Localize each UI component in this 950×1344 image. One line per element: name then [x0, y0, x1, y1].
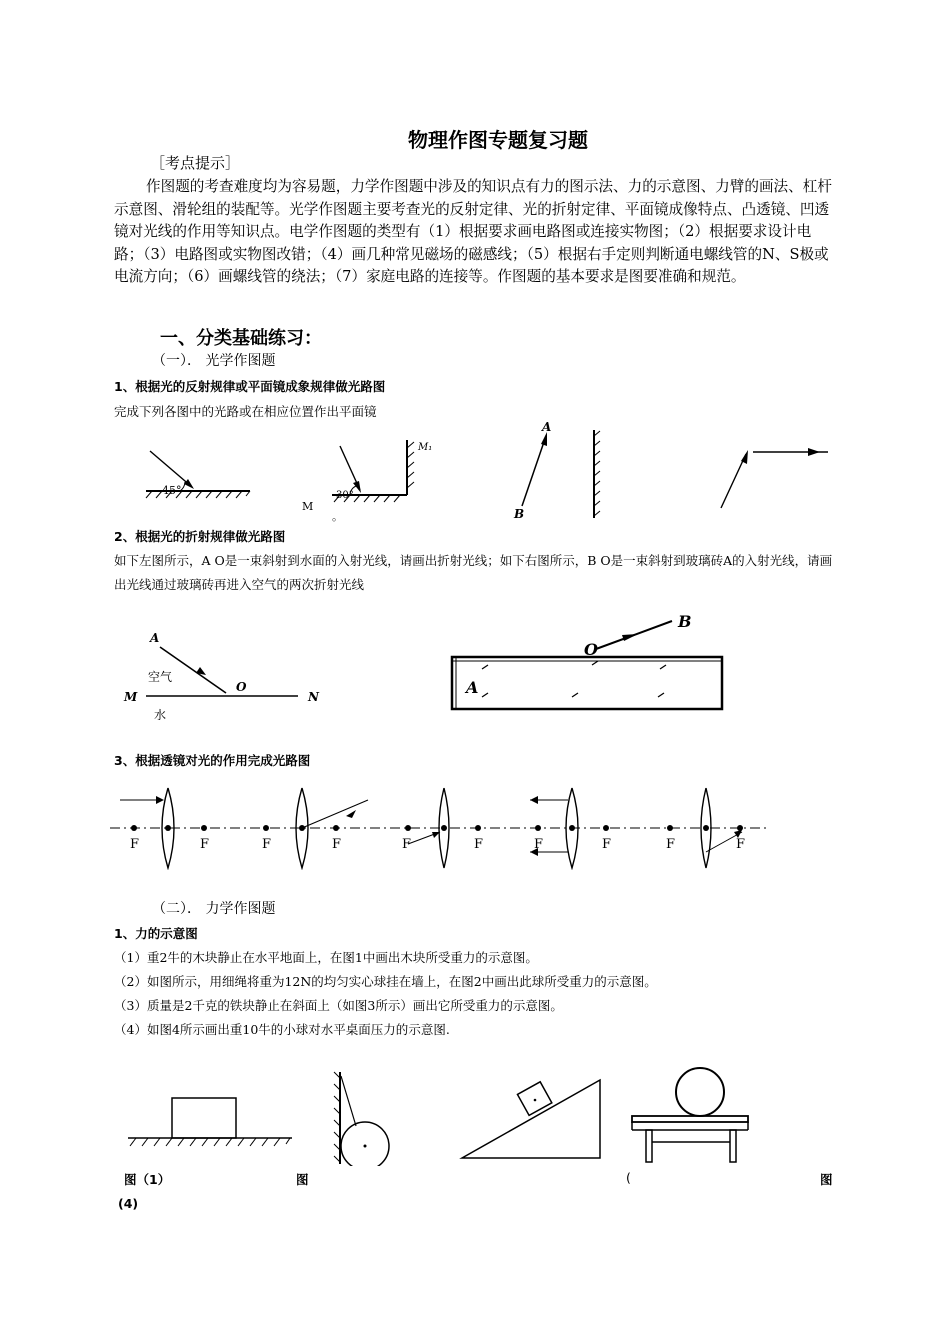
figure-block-on-incline: [462, 1080, 600, 1158]
reflection-fig1: [146, 451, 250, 498]
reflection-fig4: [721, 448, 828, 508]
refraction-diagrams: [110, 605, 730, 725]
figure-4-label: 图: [820, 1172, 833, 1187]
refraction-glass-fig: [452, 612, 722, 709]
optics-q1-desc: 完成下列各图中的光路或在相应位置作出平面镜: [114, 404, 377, 419]
hint-label: ［考点提示］: [150, 154, 241, 172]
focus-label: F: [474, 837, 484, 852]
reflection-fig2: [302, 440, 432, 523]
mech-item-4: （4）如图4所示画出重10牛的小球对水平桌面压力的示意图.: [114, 1022, 450, 1037]
figure-ball-on-table: [632, 1068, 748, 1162]
glass-a-label: A: [466, 678, 479, 697]
glass-b-label: B: [678, 612, 692, 631]
m1-label: M₁: [418, 442, 433, 453]
mechanics-heading: （二）． 力学作图题: [152, 901, 276, 917]
optics-heading: （一）． 光学作图题: [152, 353, 276, 369]
refr-o-label: O: [236, 680, 247, 694]
optics-q1-title: 1、根据光的反射规律或平面镜成象规律做光路图: [114, 379, 386, 394]
lens-diagrams: [110, 780, 770, 870]
mechanics-diagrams: [110, 1066, 840, 1166]
focus-label: F: [534, 837, 544, 852]
focus-label: F: [402, 837, 412, 852]
water-label: 水: [154, 708, 167, 722]
focus-label: F: [666, 837, 676, 852]
refr-n-label: N: [308, 690, 319, 704]
section1-heading: 一、分类基础练习：: [160, 328, 322, 349]
figure-3-label: (: [626, 1170, 631, 1185]
focus-label: F: [200, 837, 210, 852]
refraction-water-fig: [123, 631, 320, 722]
point-a-label: A: [542, 420, 552, 434]
mechanics-q1-title: 1、力的示意图: [114, 926, 198, 941]
page-title: 物理作图专题复习题: [408, 128, 588, 152]
angle-45-label: 45°: [162, 484, 182, 497]
figure-1-label: 图（1）: [124, 1172, 171, 1187]
focus-label: F: [602, 837, 612, 852]
figure-ball-on-wall: [334, 1072, 389, 1166]
angle-30-label: 30°: [336, 490, 354, 501]
point-b-label: B: [514, 507, 525, 521]
m-label: M: [302, 500, 314, 513]
figure-block-on-ground: [128, 1098, 292, 1146]
optics-q2-title: 2、根据光的折射规律做光路图: [114, 529, 286, 544]
figure-4-number: (4): [118, 1196, 139, 1211]
focus-label: F: [332, 837, 342, 852]
intro-paragraph: 作图题的考查难度均为容易题，力学作图题中涉及的知识点有力的图示法、力的示意图、力臂的画法、杠杆示意图、滑轮组的装配等。光学作图题主要考查光的反射定律、光的折射定律、平面镜成像特点、凸透镜、凹透镜对光线的作用等知识点。电学作图题的类型有（1）根据要求画电路图或连接实物图；（2）根据要求设计电路；（3）电路图或实物图改错；（4）画几种常见磁场的磁感线；（5）根据右手定则判断通电螺线管的N、S极或电流方向；（6）画螺线管的绕法；（7）家庭电路的连接等。作图题的基本要求是图要准确和规范。: [114, 178, 832, 286]
focus-label: F: [262, 837, 272, 852]
focus-label: F: [130, 837, 140, 852]
reflection-fig3: [513, 420, 600, 521]
dot-label: 。: [332, 510, 343, 523]
reflection-diagrams: [110, 418, 850, 528]
optics-q2-desc: 如下左图所示，A O是一束斜射到水面的入射光线，请画出折射光线；如下右图所示，B O是一束斜射到玻璃砖A的入射光线，请画出光线通过玻璃砖再进入空气的两次折射光线: [114, 553, 833, 592]
optics-q3-title: 3、根据透镜对光的作用完成光路图: [114, 753, 311, 768]
glass-o-label: O: [584, 640, 598, 659]
mech-item-3: （3）质量是2千克的铁块静止在斜面上（如图3所示）画出它所受重力的示意图。: [114, 998, 563, 1013]
mech-item-2: （2）如图所示，用细绳将重为12N的均匀实心球挂在墙上，在图2中画出此球所受重力的示意图。: [114, 974, 657, 989]
focus-label: F: [736, 837, 746, 852]
mech-item-1: （1）重2牛的木块静止在水平地面上，在图1中画出木块所受重力的示意图。: [114, 950, 538, 965]
refr-a-label: A: [150, 631, 160, 645]
refr-m-label: M: [124, 690, 138, 704]
air-label: 空气: [148, 670, 173, 684]
figure-2-label: 图: [296, 1172, 309, 1187]
